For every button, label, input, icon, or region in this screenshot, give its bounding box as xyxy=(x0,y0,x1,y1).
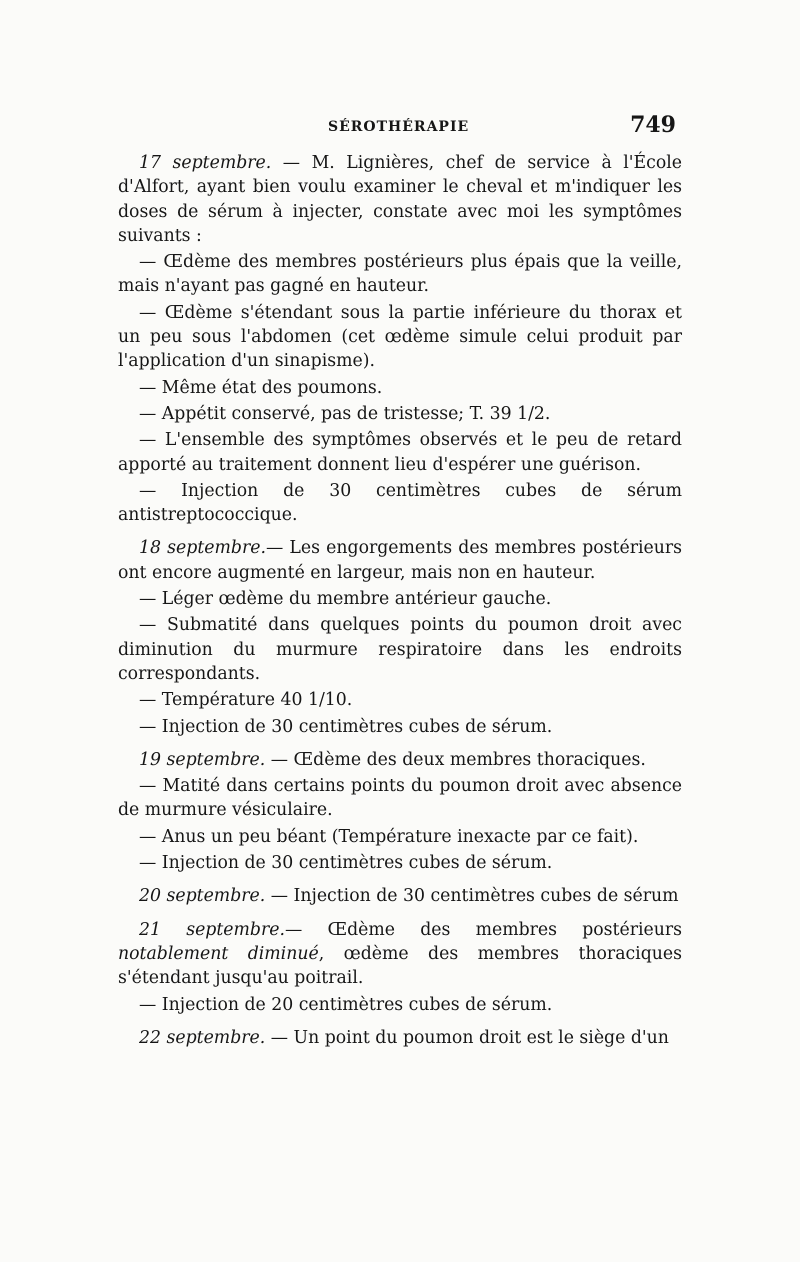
entry-text: — M. Lignières, chef de service à l'École d'Alfort, ayant bien voulu examiner le cheval et m'indiquer les doses de sérum à injecter, constate avec moi les symptômes suivants : xyxy=(118,153,682,246)
paragraph: — Œdème des membres postérieurs plus épais que la veille, mais n'ayant pas gagné en hauteur. xyxy=(118,252,682,297)
entry-date: 21 septembre. xyxy=(139,919,285,940)
paragraph: — Injection de 20 centimètres cubes de sérum. xyxy=(139,994,553,1015)
paragraph: — L'ensemble des symptômes observés et le peu de retard apporté au traitement donnent lieu d'espérer une guérison. xyxy=(118,430,682,475)
paragraph-entry-21 xyxy=(118,918,682,991)
page-header xyxy=(118,112,680,144)
body-text xyxy=(118,151,682,1050)
paragraph: — Injection de 30 centimètres cubes de sérum antistreptococcique. xyxy=(118,480,682,526)
paragraph: — Même état des poumons. xyxy=(139,377,383,398)
paragraph-entry-22 xyxy=(118,1026,682,1050)
paragraph: — Injection de 30 centimètres cubes de sérum. xyxy=(139,716,553,737)
entry-text: — Les engorgements des membres postérieurs ont encore augmenté en largeur, mais non en hauteur. xyxy=(118,538,682,583)
entry-text: — Un point du poumon droit est le siège d'un xyxy=(265,1027,669,1048)
paragraph: — Injection de 30 centimètres cubes de sérum. xyxy=(139,853,553,874)
entry-date: 18 septembre. xyxy=(139,538,266,559)
paragraph: — Anus un peu béant (Température inexacte par ce fait). xyxy=(139,826,639,847)
entry-date: 22 septembre. xyxy=(139,1027,266,1048)
paragraph: — Léger œdème du membre antérieur gauche. xyxy=(139,589,552,610)
paragraph-entry-19 xyxy=(118,748,682,772)
entry-text: — Injection de 30 centimètres cubes de sérum xyxy=(265,886,679,907)
page-number: 749 xyxy=(630,112,676,138)
paragraph: — Température 40 1/10. xyxy=(139,690,353,711)
paragraph-entry-18 xyxy=(118,536,682,585)
entry-date: 19 septembre. xyxy=(139,749,266,770)
entry-text: — Œdème des deux membres thoraciques. xyxy=(265,749,646,770)
entry-text-after: , œdème des membres thoraciques s'étendant jusqu'au poitrail. xyxy=(118,943,682,989)
paragraph: — Submatité dans quelques points du poumon droit avec diminution du murmure respiratoire dans les endroits correspondants. xyxy=(118,615,682,684)
running-title: SÉROTHÉRAPIE xyxy=(328,119,470,135)
paragraph: — Appétit conservé, pas de tristesse; T. 39 1/2. xyxy=(139,403,551,424)
entry-date: 20 septembre. xyxy=(139,886,266,907)
paragraph-entry-20 xyxy=(118,884,682,908)
paragraph-entry-17 xyxy=(118,151,682,248)
entry-date: 17 septembre. xyxy=(139,153,272,173)
entry-text: — Œdème des membres postérieurs xyxy=(284,919,682,940)
paragraph: — Matité dans certains points du poumon droit avec absence de murmure vésiculaire. xyxy=(118,776,682,821)
paragraph: — Œdème s'étendant sous la partie inférieure du thorax et un peu sous l'abdomen (cet œdème simule celui produit par l'application d'un sinapisme). xyxy=(118,302,682,372)
entry-emphasis: notablement diminué xyxy=(118,943,319,964)
